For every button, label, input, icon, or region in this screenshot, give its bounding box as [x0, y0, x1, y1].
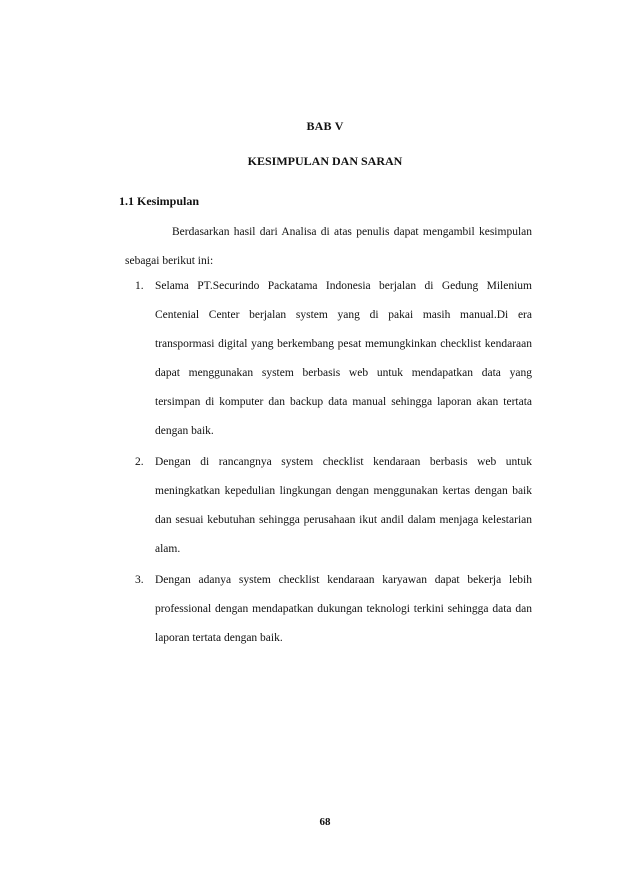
list-item-text: Dengan di rancangnya system checklist kendaraan berbasis web untuk meningkatkan kepedulian lingkungan dengan menggunakan kertas dengan baik dan sesuai kebutuhan sehingga perusahaan ikut andil dalam menjaga kelestarian alam.: [155, 456, 532, 555]
list-item: [125, 566, 532, 653]
intro-paragraph: Berdasarkan hasil dari Analisa di atas penulis dapat mengambil kesimpulan sebagai berikut ini:: [125, 226, 532, 267]
section-heading: 1.1 Kesimpulan: [119, 194, 200, 208]
chapter-title: KESIMPULAN DAN SARAN: [247, 154, 403, 168]
list-item: [125, 448, 532, 564]
list-item-number: 3.: [135, 574, 144, 586]
list-item-text: Dengan adanya system checklist kendaraan karyawan dapat bekerja lebih professional dengan mendapatkan dukungan teknologi terkini sehingga data dan laporan tertata dengan baik.: [155, 574, 532, 644]
list-item-number: 1.: [135, 280, 144, 292]
chapter-label: BAB V: [306, 119, 344, 133]
list-item: [125, 272, 532, 446]
conclusion-list: [125, 272, 532, 655]
list-item-number: 2.: [135, 456, 144, 468]
list-item-text: Selama PT.Securindo Packatama Indonesia berjalan di Gedung Milenium Centenial Center berjalan system yang di pakai masih manual.Di era transpormasi digital yang berkembang pesat memungkinkan checklist kendaraan dapat menggunakan system berbasis web untuk mendapatkan data yang tersimpan di komputer dan backup data manual sehingga laporan akan tertata dengan baik.: [155, 280, 532, 437]
page-number: 68: [319, 816, 331, 828]
